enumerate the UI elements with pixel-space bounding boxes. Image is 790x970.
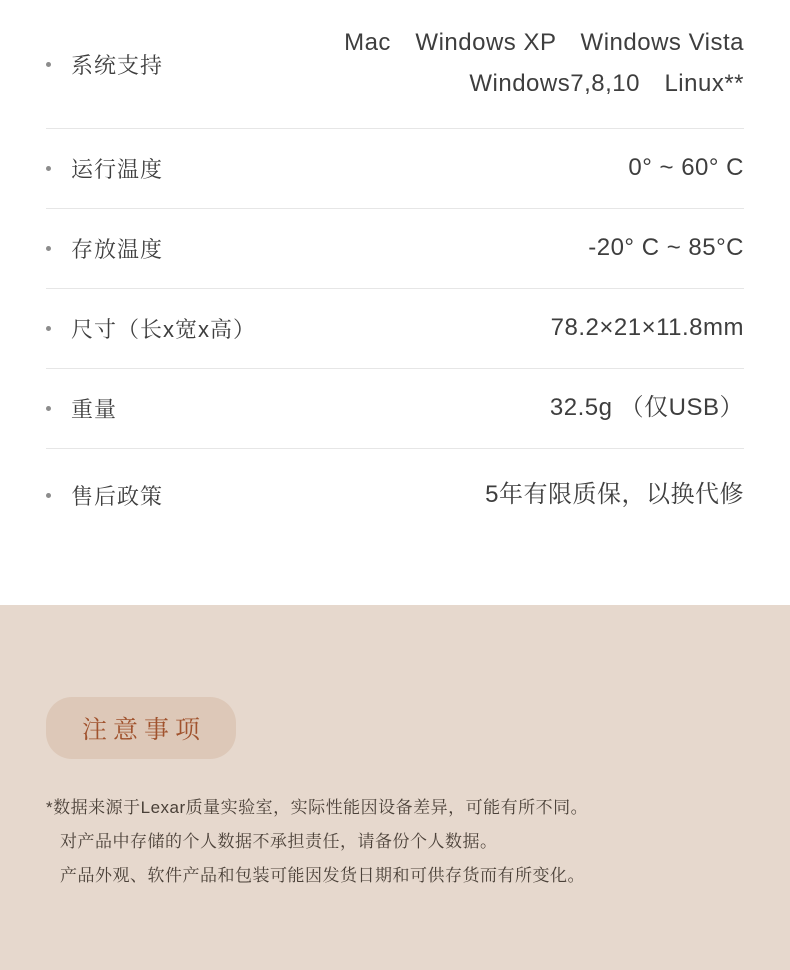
spec-label-weight [46, 393, 117, 424]
spec-value-line: 78.2×21×11.8mm [550, 314, 744, 342]
spec-value-system-support [324, 23, 744, 105]
spec-label-system-support [46, 49, 163, 80]
spec-value-line: 0° ~ 60° C [628, 154, 744, 182]
spec-value-warranty-policy [465, 475, 744, 516]
table-row [46, 209, 744, 289]
spec-label-text: 售后政策 [71, 483, 164, 509]
notes-badge: 注意事项 [46, 697, 236, 759]
table-row [46, 449, 744, 541]
table-row [46, 0, 744, 129]
spec-label-text: 重量 [71, 397, 118, 422]
notes-section [0, 605, 790, 970]
spec-value-storage-temperature [568, 228, 744, 269]
spec-value-line: 32.5g （仅USB） [549, 394, 744, 422]
spec-label-text: 运行温度 [71, 157, 164, 182]
note-line: 产品外观、软件产品和包装可能因发货日期和可供存货而有所变化。 [60, 866, 585, 885]
note-line: *数据来源于Lexar质量实验室，实际性能因设备差异，可能有所不同。 [46, 798, 589, 817]
spec-value-weight [530, 388, 744, 429]
bullet-icon [46, 406, 51, 411]
bullet-icon [46, 326, 51, 331]
spec-label-text: 系统支持 [71, 52, 164, 78]
bullet-icon [46, 166, 51, 171]
notes-body [46, 791, 744, 893]
spec-label-dimensions [46, 313, 256, 344]
bullet-icon [46, 493, 51, 498]
spec-label-storage-temperature [46, 233, 163, 264]
bullet-icon [46, 246, 51, 251]
spec-value-line: Mac Windows XP Windows Vista [344, 29, 744, 57]
spec-label-operating-temperature [46, 153, 163, 184]
spec-value-line: -20° C ~ 85°C [588, 234, 744, 262]
spec-value-dimensions [531, 308, 744, 349]
spec-label-warranty-policy [46, 480, 163, 511]
spec-label-text: 存放温度 [71, 237, 164, 262]
spec-value-line: Windows7,8,10 Linux** [469, 70, 744, 97]
table-row [46, 289, 744, 369]
spec-value-line: 5年有限质保，以换代修 [485, 480, 744, 508]
bullet-icon [46, 62, 51, 67]
spec-label-text: 尺寸（长x宽x高） [71, 317, 257, 342]
spec-value-operating-temperature [608, 148, 744, 189]
note-line: 对产品中存储的个人数据不承担责任，请备份个人数据。 [60, 832, 498, 851]
table-row [46, 369, 744, 449]
table-row [46, 129, 744, 209]
